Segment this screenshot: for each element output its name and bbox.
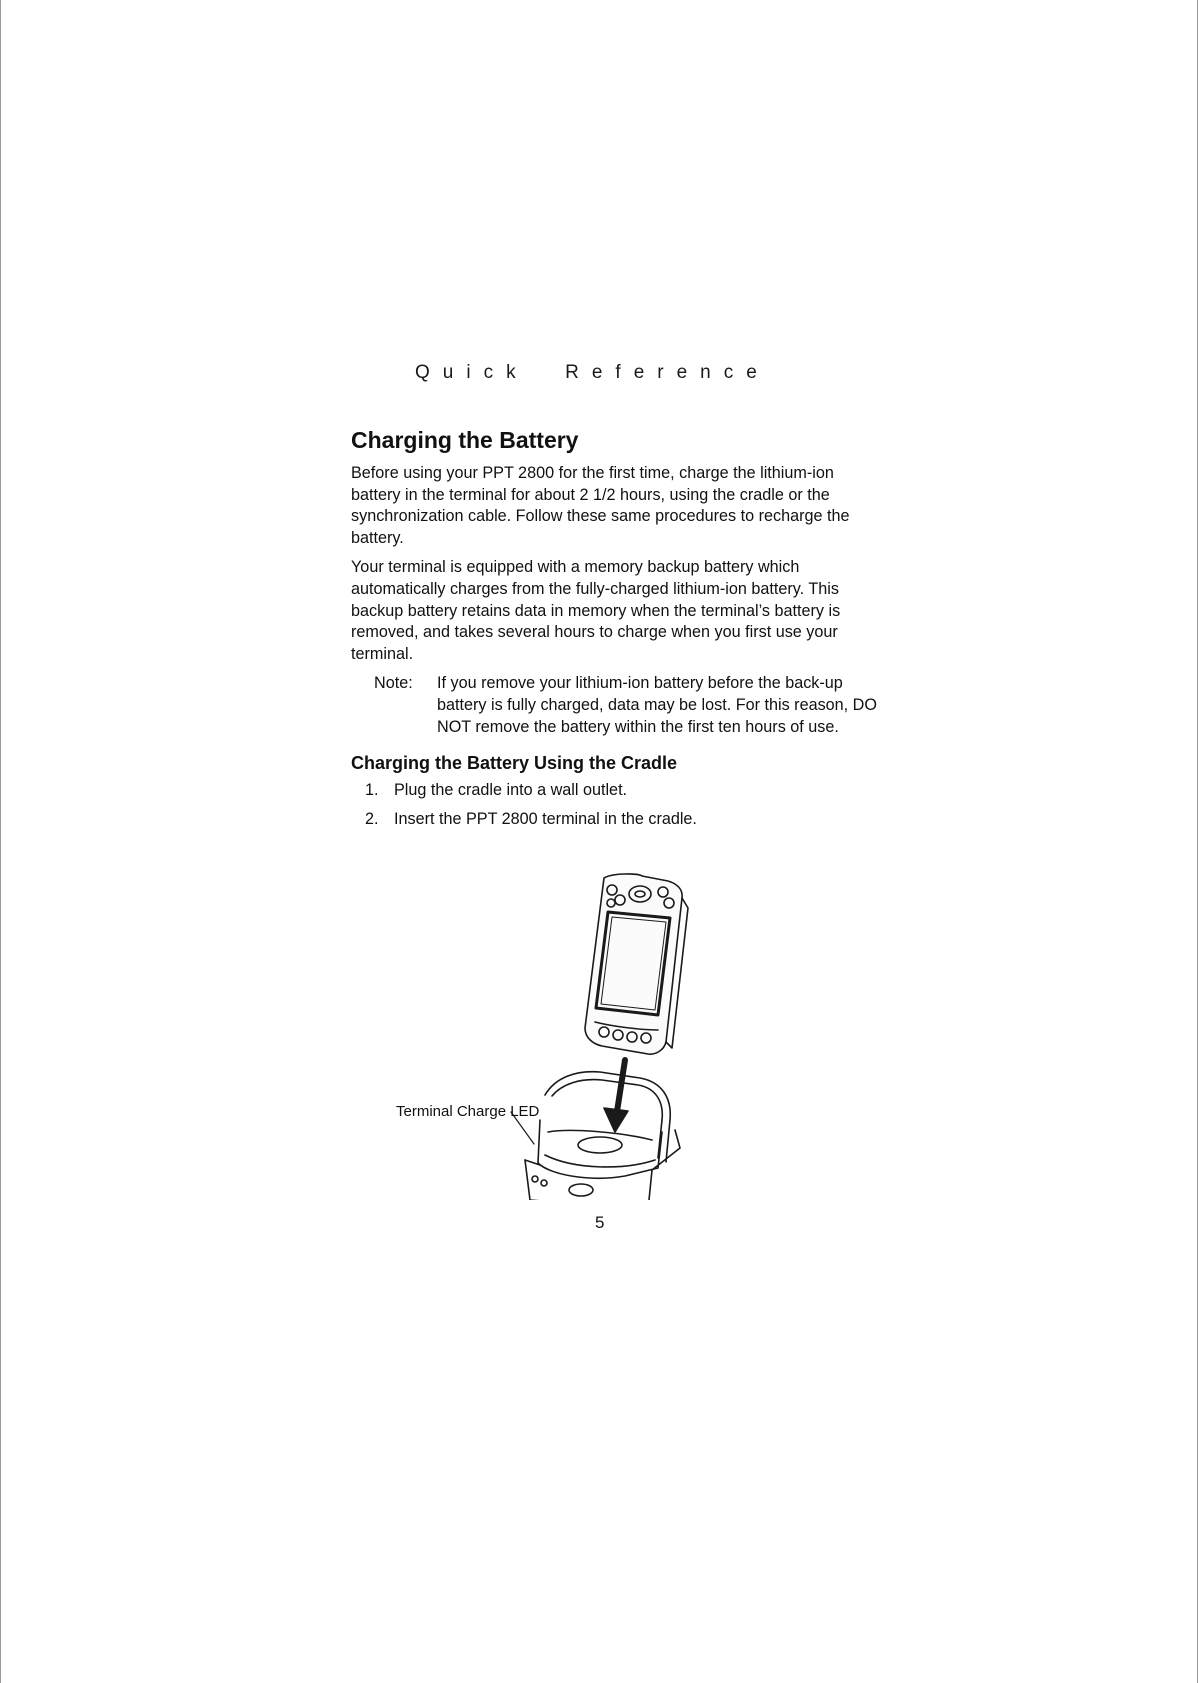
note-label: Note: — [374, 674, 413, 693]
paragraph-battery-intro: Before using your PPT 2800 for the first time, charge the lithium-ion battery in the terminal for about 2 1/2 hours, using the cradle or the synchronization cable. Follow these same procedures to recharge the battery. — [351, 464, 850, 547]
charge-led-icon — [532, 1176, 538, 1182]
subsection-title: Charging the Battery Using the Cradle — [351, 753, 678, 774]
callout-terminal-charge-led: Terminal Charge LED — [396, 1103, 540, 1120]
cradle-front — [538, 1120, 662, 1178]
cradle-well — [578, 1137, 622, 1153]
step-text: Insert the PPT 2800 terminal in the cradle. — [394, 809, 697, 828]
list-item — [351, 809, 881, 831]
steps-list — [351, 780, 881, 830]
section-title: Charging the Battery — [351, 427, 579, 453]
paragraph-backup-battery: Your terminal is equipped with a memory backup battery which automatically charges from the fully-charged lithium-ion battery. This backup battery retains data in memory when the terminal’s battery is removed, and takes several hours to charge when you first use your terminal. — [351, 558, 841, 663]
note-block — [374, 673, 881, 738]
step-text: Plug the cradle into a wall outlet. — [394, 781, 628, 800]
running-header: Quick Reference — [415, 362, 770, 383]
note-text: If you remove your lithium-ion battery before the back-up battery is fully charged, data may be lost. For this reason, DO NOT remove the battery within the first ten hours of use. — [437, 674, 877, 736]
page-content — [351, 425, 881, 837]
cradle-logo-icon — [569, 1184, 593, 1196]
page-left-edge — [0, 0, 1, 1683]
insert-arrowhead — [604, 1108, 628, 1132]
terminal-cradle-drawing — [390, 870, 740, 1200]
step-number: 2. — [365, 809, 379, 828]
step-number: 1. — [365, 781, 379, 800]
page-number: 5 — [595, 1213, 605, 1232]
status-led-icon — [541, 1180, 547, 1186]
cradle-illustration — [390, 870, 740, 1200]
cradle-base — [525, 1130, 680, 1200]
list-item — [351, 780, 881, 802]
